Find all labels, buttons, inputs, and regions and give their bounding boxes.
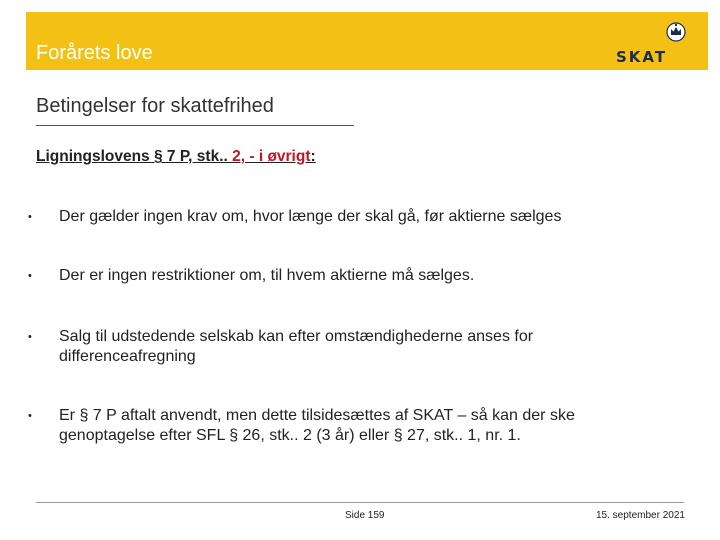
- footer-date: 15. september 2021: [596, 510, 685, 521]
- subtitle-divider: [36, 125, 354, 126]
- bullet-text: Der gælder ingen krav om, hvor længe der skal gå, før aktierne sælges: [59, 208, 562, 225]
- footer-divider: [36, 502, 684, 503]
- page-number: Side 159: [345, 510, 385, 521]
- header-title: Forårets love: [36, 42, 153, 64]
- bullet-text: Der er ingen restriktioner om, til hvem aktierne må sælges.: [59, 267, 475, 284]
- bullet-dot: •: [28, 270, 32, 282]
- legal-reference-highlight: 2, - i øvrigt: [232, 148, 311, 165]
- legal-reference: [36, 148, 316, 166]
- crown-icon: [666, 20, 686, 42]
- bullet-dot: •: [28, 331, 32, 343]
- slide-subtitle: Betingelser for skattefrihed: [36, 95, 274, 117]
- skat-logo: [616, 18, 688, 66]
- legal-reference-suffix: :: [310, 148, 316, 165]
- logo-text: SKAT: [616, 48, 668, 66]
- bullet-dot: •: [28, 211, 32, 223]
- legal-reference-prefix: Ligningslovens § 7 P, stk..: [36, 148, 233, 165]
- bullet-text: Er § 7 P aftalt anvendt, men dette tilsidesættes af SKAT – så kan der ske genoptagelse efter SFL § 26, stk.. 2 (3 år) eller § 27, stk.. 1, nr. 1.: [59, 407, 575, 444]
- bullet-dot: •: [28, 410, 32, 422]
- bullet-text: Salg til udstedende selskab kan efter omstændighederne anses for differenceafregning: [59, 328, 534, 365]
